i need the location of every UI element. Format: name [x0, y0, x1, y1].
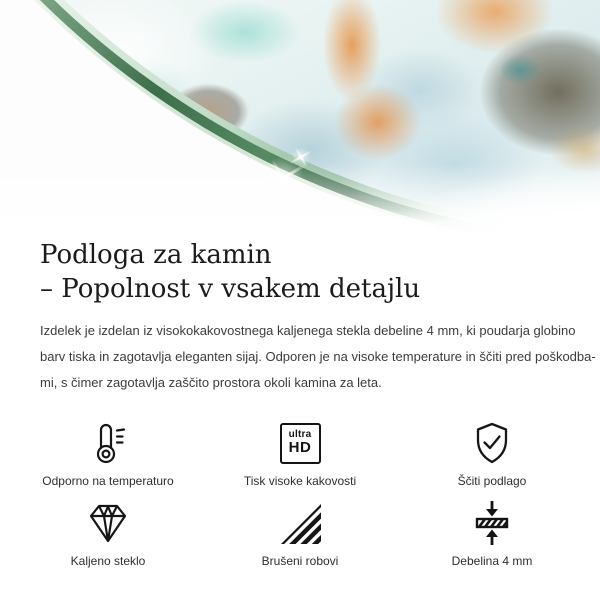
thickness-4mm-icon [468, 498, 516, 548]
feature-print-quality [204, 418, 396, 488]
page-title-line-1: Podloga za kamin [40, 240, 272, 270]
page-title [40, 238, 560, 306]
description-line: Izdelek je izdelan iz visokokakovostnega kaljenega stekla debeline 4 mm, ki poudarja globino [40, 323, 576, 338]
feature-label: Debelina 4 mm [451, 554, 533, 568]
feature-thickness [396, 498, 588, 568]
brushed-edges-icon [276, 498, 324, 548]
features-grid [12, 418, 588, 568]
product-description [40, 318, 596, 396]
feature-label: Ščiti podlago [457, 474, 527, 488]
ultra-hd-icon-text-bottom: HD [288, 439, 312, 456]
diamond-icon [84, 498, 132, 548]
feature-tempered-glass [12, 498, 204, 568]
ultra-hd-icon [280, 418, 321, 468]
page-title-line-2: – Popolnost v vsakem detajlu [40, 274, 421, 304]
feature-label: Kaljeno steklo [70, 554, 146, 568]
shield-check-icon [468, 418, 516, 468]
thermometer-icon [84, 418, 132, 468]
description-line: barv tiska in zagotavlja eleganten sijaj. Odporen je na visoke temperature in ščiti pred poškodba- [40, 349, 596, 364]
feature-protects-surface [396, 418, 588, 488]
feature-brushed-edges [204, 498, 396, 568]
feature-label: Tisk visoke kakovosti [243, 474, 357, 488]
hero-product-image [0, 0, 600, 232]
feature-label: Odporno na temperaturo [42, 474, 174, 488]
description-line: mi, s čimer zagotavlja zaščito prostora okoli kamina za leta. [40, 375, 382, 390]
feature-label: Brušeni robovi [261, 554, 339, 568]
ultra-hd-icon-text-top: ultra [288, 429, 312, 440]
feature-temperature [12, 418, 204, 488]
